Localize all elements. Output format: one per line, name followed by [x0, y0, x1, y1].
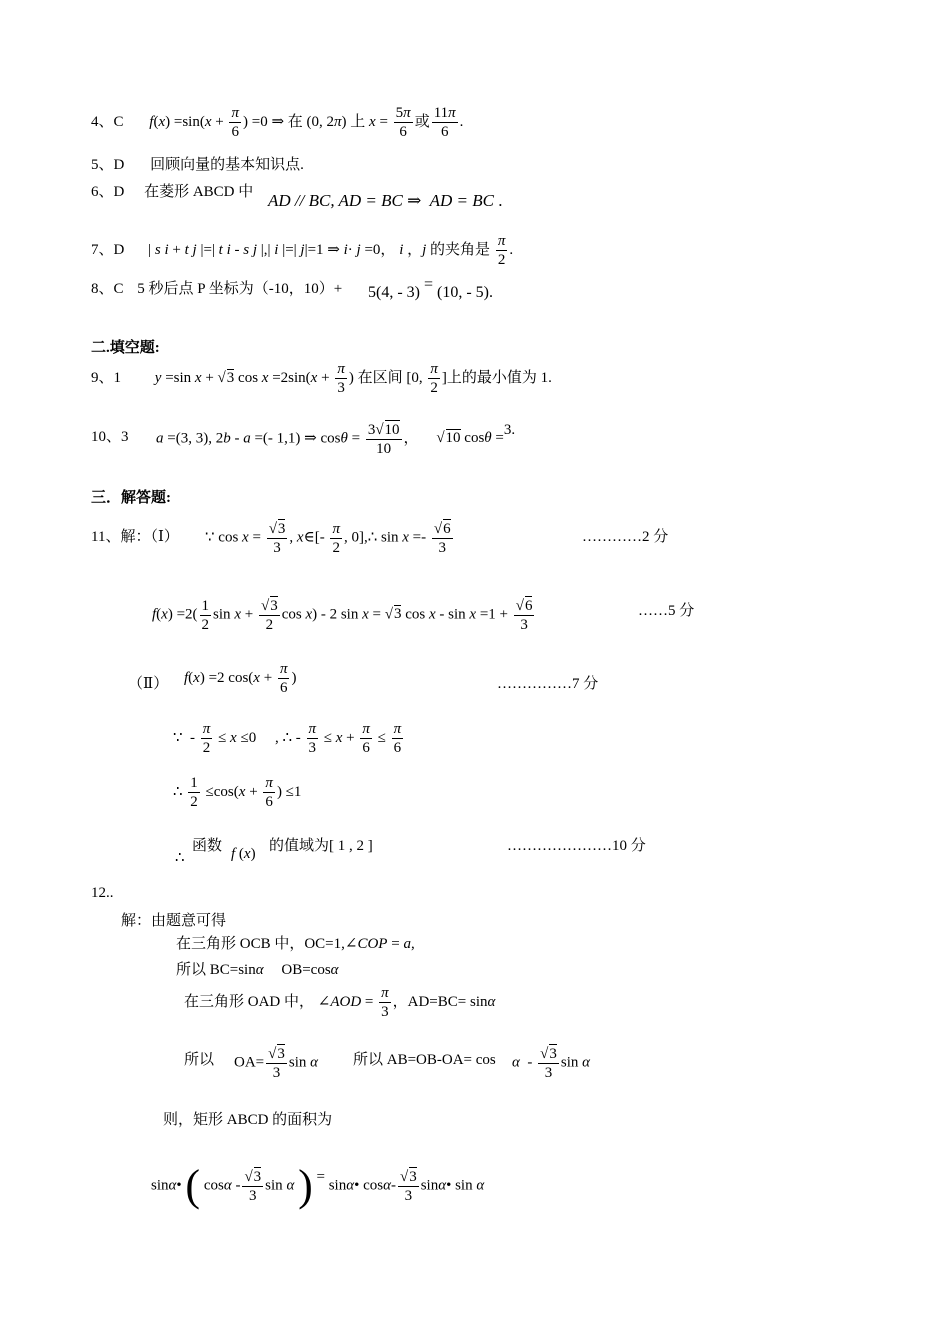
q4-formula: f(x) =sin(x + $\frac{\pi}{6}$ ) =0 ⇒ 在 (0, 2π) 上 x = $\frac{5\pi}{6}$ 或 $\frac{11\pi}{6}$ . [149, 105, 464, 140]
q8-label: 8、C [91, 281, 124, 297]
q9-formula: y =sin x + √3 cos x =2sin(x + $\frac{\pi}{3}$ ) 在区间 [0, $\frac{\pi}{2}$ ]上的最小值为 1. [154, 361, 552, 396]
q12-line4-oa: OA= $\frac{√3}{3}$ sin α [234, 1046, 318, 1081]
q11-ineq2: ∴ $\frac{1}{2}$ ≤cos(x + $\frac{\pi}{6}$ ) ≤1 [173, 775, 302, 810]
q5-line [91, 153, 304, 174]
q12-line2: 所以 BC=sinα OB=cosα [176, 962, 339, 978]
q6-label: 6、D [91, 184, 125, 200]
q12-line4a: 所以 [184, 1052, 215, 1068]
q11-score2: ……5 分 [638, 603, 695, 619]
q5-label: 5、D [91, 157, 125, 173]
q12-line2-bc: 所以 BC=sin [176, 962, 256, 978]
q11-score3: ……………7 分 [497, 676, 599, 692]
q11-score1: …………2 分 [582, 529, 669, 545]
section-3-heading: 三．解答题: [91, 490, 171, 506]
q12-line1: 在三角形 OCB 中，OC=1,∠COP = a, [176, 936, 415, 952]
q7-formula: | s i + t j |=| t i - s j |,| i |=| j|=1 ⇒ i· j =0， i ，j 的夹角是 $\frac{\pi}{2}$ . [148, 233, 514, 268]
q11-ineq1: ∵ - $\frac{\pi}{2}$ ≤ x ≤0 , ∴ - $\frac{\pi}{3}$ ≤ x + $\frac{\pi}{6}$ ≤ $\frac{\pi}{6}$ [173, 721, 402, 756]
q7-label: 7、D [91, 241, 125, 258]
q10-label: 10、3 [91, 429, 129, 445]
q6-text: 在菱形 ABCD 中 [144, 184, 254, 200]
q8-text: 5 秒后点 P 坐标为（-10，10）+ [137, 281, 343, 297]
q11-func-fx: f (x) [231, 846, 256, 862]
q10-formula: a =(3, 3), 2b - a =(- 1,1) ⇒ cosθ = $\frac{3√10}{10}$ ， √10 cosθ =3. [156, 422, 516, 457]
q6-line [91, 180, 253, 201]
q4-label: 4、C [91, 113, 124, 130]
q11-score4: …………………10 分 [507, 838, 646, 854]
q12-area-formula: sinα• ( cosα - $\frac{√3}{3}$ sin α ) = sinα• cosα- $\frac{√3}{3}$ sinα• sin α [151, 1161, 485, 1210]
q12-line3-text: 在三角形 OAD 中， [184, 993, 314, 1010]
q9-label: 9、1 [91, 369, 122, 386]
q6-formula: AD // BC, AD = BC ⇒ AD = BC . [268, 191, 503, 210]
q11-line1-formula: ∵ cos x = $\frac{√3}{3}$ , x∈[- $\frac{\pi}{2}$ , 0],∴ sin x =- $\frac{√6}{3}$ [205, 520, 451, 556]
q12-line3: 在三角形 OAD 中， ∠AOD = $\frac{\pi}{3}$ ，AD=BC= sinα [184, 985, 496, 1020]
q11-part2-label: （Ⅱ） [128, 676, 169, 692]
q12-line1-text: 在三角形 OCB 中，OC=1, [176, 936, 345, 952]
q4-line [91, 104, 463, 141]
q7-line [91, 232, 513, 269]
q11-range-text: 的值域为[ 1 , 2 ] [269, 838, 373, 854]
q12-line2-ob: OB=cos [281, 962, 331, 978]
q11-line2-formula: f(x) =2( $\frac{1}{2}$ sin x + $\frac{√3}{2}$ cos x) - 2 sin x = √3 cos x - sin x =1 + $\frac{√6}{3}$ [152, 597, 533, 633]
q11-part2-formula: f(x) =2 cos(x + $\frac{\pi}{6}$ ) [184, 661, 297, 696]
q12-line4b-text: 所以 AB=OB-OA= cos [353, 1052, 496, 1068]
q12-line4-ab: α - $\frac{√3}{3}$ sin α [512, 1046, 590, 1081]
q12-line3-ad: ，AD=BC= sin [392, 993, 488, 1010]
q12-line5: 则，矩形 ABCD 的面积为 [163, 1112, 333, 1128]
q11-func-word: 函数 [192, 838, 223, 854]
q12-label: 12.. [91, 885, 114, 901]
q11-label: 11、解：（Ⅰ） [91, 529, 179, 545]
q9-line [91, 360, 552, 397]
q11-therefore: ∴ [175, 850, 185, 866]
section-2-heading: 二.填空题: [91, 340, 160, 356]
q12-line4b [353, 1048, 496, 1069]
q12-intro: 解：由题意可得 [121, 913, 227, 929]
q8-line [91, 277, 342, 298]
q8-formula: 5(4, - 3) = (10, - 5). [368, 276, 493, 301]
q5-text: 回顾向量的基本知识点. [150, 157, 304, 173]
